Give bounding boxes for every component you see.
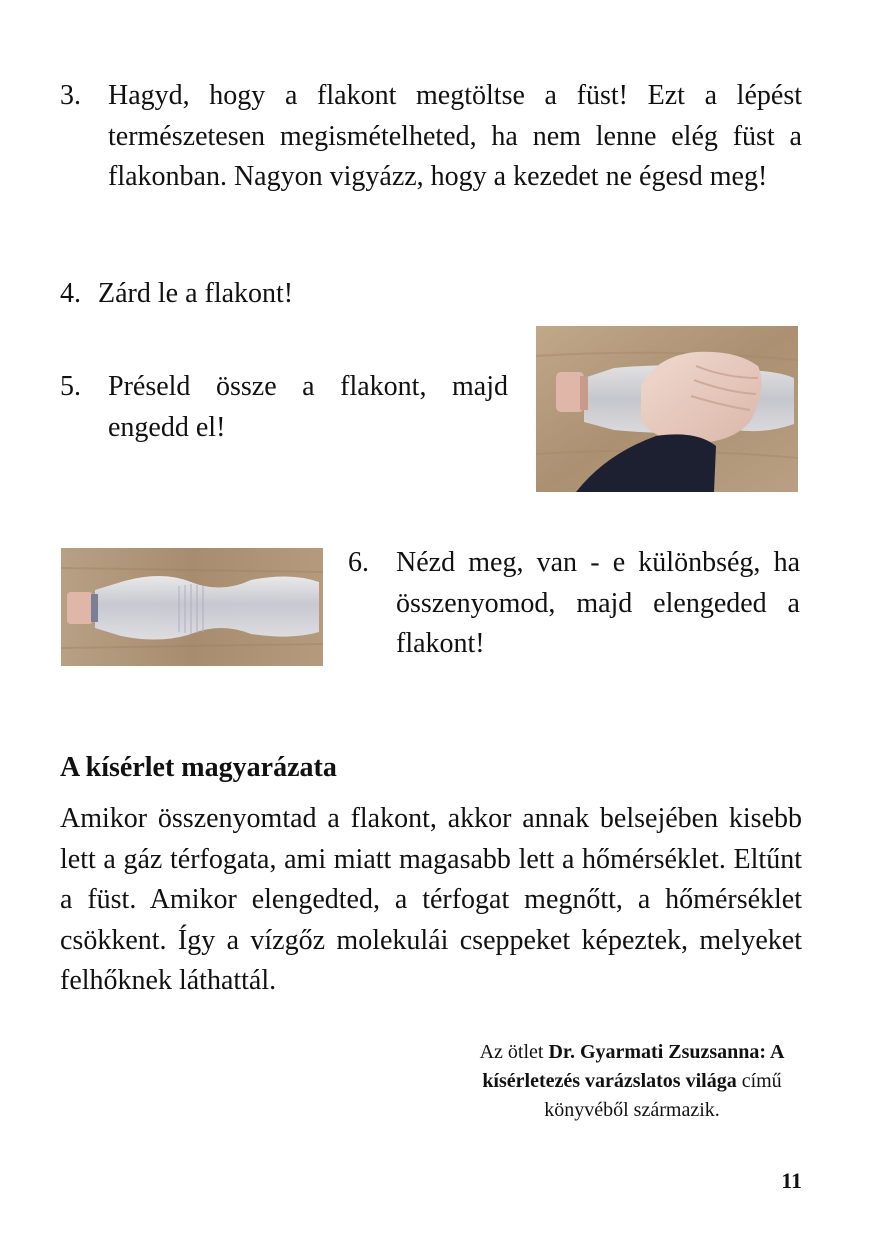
explanation-text: Amikor összenyomtad a flakont, akkor annak belsejében kisebb lett a gáz térfogata, ami miatt magasabb lett a hőmérséklet. Eltűnt a füst. Amikor elengedted, a térfogat megnőtt, a hőmérséklet csökkent. Így a vízgőz molekulái cseppeket képeztek, melyeket felhőknek láthattál. xyxy=(60,803,802,996)
step-text: Zárd le a flakont! xyxy=(98,278,294,309)
photo-bottle-on-table-image xyxy=(61,548,323,666)
source-credit xyxy=(470,1038,794,1125)
credit-source: Dr. Gyarmati Zsuzsanna: A kísérletezés varázslatos világa xyxy=(482,1041,785,1092)
step-number: 6. xyxy=(348,547,369,578)
step-number: 5. xyxy=(60,371,81,402)
photo-hand-squeezing-bottle xyxy=(536,326,798,492)
photo-hand-squeezing-bottle-image xyxy=(536,326,798,492)
page-number: 11 xyxy=(781,1168,802,1193)
credit-suffix: című könyvéből származik. xyxy=(544,1070,782,1121)
step-text: Nézd meg, van - e különbség, ha összenyomod, majd elengeded a flakont! xyxy=(396,547,800,659)
credit-prefix: Az ötlet xyxy=(479,1041,544,1063)
step-text: Préseld össze a flakont, majd engedd el! xyxy=(108,371,508,443)
step-text: Hagyd, hogy a flakont megtöltse a füst! Ezt a lépést természetesen megismételheted, ha nem lenne elég füst a flakonban. Nagyon vigyázz, hogy a kezedet ne égesd meg! xyxy=(108,80,802,192)
explanation-heading: A kísérlet magyarázata xyxy=(60,752,337,783)
photo-bottle-on-table xyxy=(61,548,323,666)
step-number: 4. xyxy=(60,278,81,309)
step-number: 3. xyxy=(60,80,81,111)
